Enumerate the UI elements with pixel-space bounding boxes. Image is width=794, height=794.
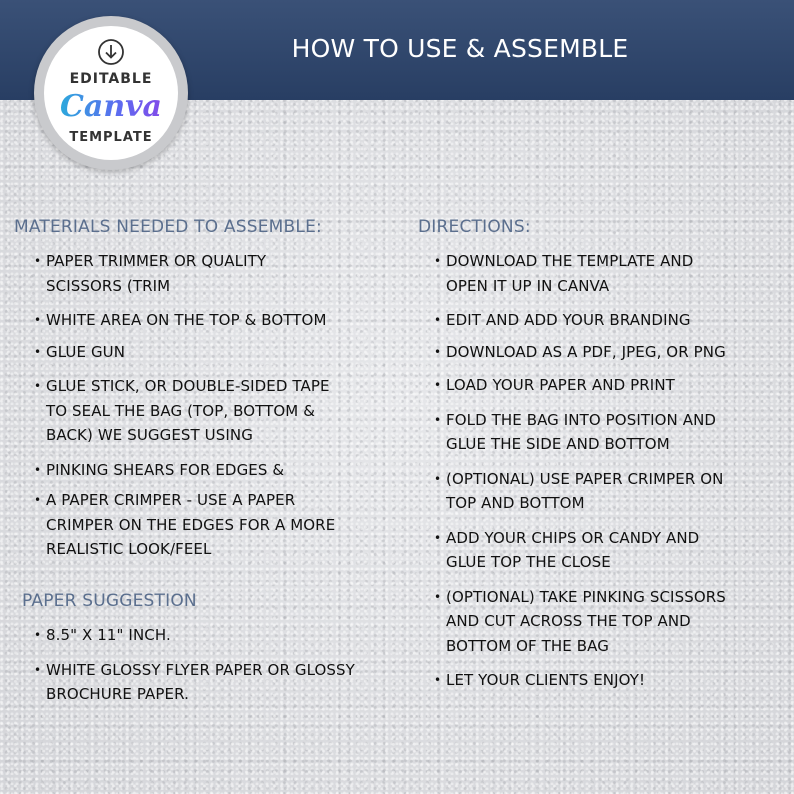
page-title: HOW TO USE & ASSEMBLE xyxy=(291,34,629,63)
list-item: • LOAD YOUR PAPER AND PRINT xyxy=(434,373,790,398)
download-circle-icon xyxy=(97,38,125,66)
list-item: • PINKING SHEARS FOR EDGES & xyxy=(34,458,394,483)
canva-logo: Canva xyxy=(44,89,178,124)
list-item: • 8.5" X 11" INCH. xyxy=(34,623,394,648)
list-item: • A PAPER CRIMPER - USE A PAPER CRIMPER ON THE EDGES FOR A MORE REALISTIC LOOK/FEEL xyxy=(34,488,394,562)
materials-heading: MATERIALS NEEDED TO ASSEMBLE: xyxy=(14,217,322,237)
list-item: • WHITE AREA ON THE TOP & BOTTOM xyxy=(34,308,394,333)
list-item: • DOWNLOAD THE TEMPLATE AND OPEN IT UP IN CANVA xyxy=(434,249,790,298)
list-item: • GLUE GUN xyxy=(34,340,394,365)
directions-heading: DIRECTIONS: xyxy=(418,217,531,237)
badge-editable-text: EDITABLE xyxy=(69,71,153,87)
list-item: • EDIT AND ADD YOUR BRANDING xyxy=(434,308,790,333)
badge-template-text: TEMPLATE xyxy=(69,130,153,145)
editable-canva-badge xyxy=(34,16,188,170)
directions-list xyxy=(434,249,790,693)
list-item: • DOWNLOAD AS A PDF, JPEG, OR PNG xyxy=(434,340,790,365)
list-item: • FOLD THE BAG INTO POSITION AND GLUE THE SIDE AND BOTTOM xyxy=(434,408,790,457)
paper-heading: PAPER SUGGESTION xyxy=(22,591,197,611)
materials-list xyxy=(34,249,394,562)
paper-list xyxy=(34,623,394,707)
list-item: • ADD YOUR CHIPS OR CANDY AND GLUE TOP THE CLOSE xyxy=(434,526,790,575)
list-item: • PAPER TRIMMER OR QUALITY SCISSORS (TRIM xyxy=(34,249,394,298)
list-item: • WHITE GLOSSY FLYER PAPER OR GLOSSY BROCHURE PAPER. xyxy=(34,658,394,707)
list-item: • (OPTIONAL) USE PAPER CRIMPER ON TOP AND BOTTOM xyxy=(434,467,790,516)
badge-face xyxy=(44,26,178,160)
list-item: • LET YOUR CLIENTS ENJOY! xyxy=(434,668,790,693)
list-item: • (OPTIONAL) TAKE PINKING SCISSORS AND CUT ACROSS THE TOP AND BOTTOM OF THE BAG xyxy=(434,585,790,659)
list-item: • GLUE STICK, OR DOUBLE-SIDED TAPE TO SEAL THE BAG (TOP, BOTTOM & BACK) WE SUGGEST USING xyxy=(34,374,394,448)
